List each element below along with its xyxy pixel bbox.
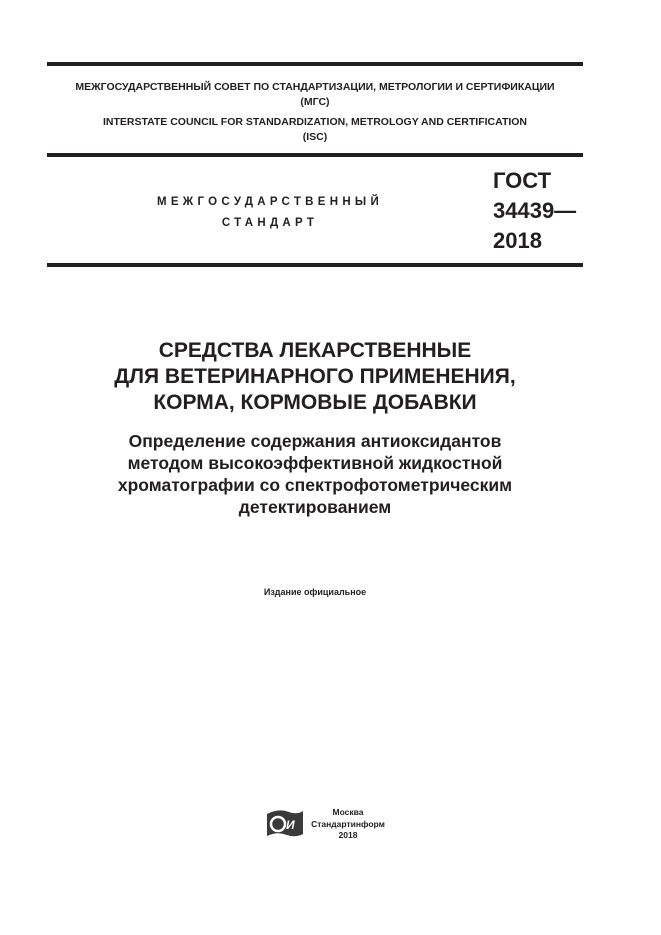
- publisher-block: [308, 807, 388, 842]
- lower-rule: [47, 263, 583, 267]
- council-en-name: INTERSTATE COUNCIL FOR STANDARDIZATION, METROLOGY AND CERTIFICATION: [102, 116, 528, 128]
- standard-type: [100, 192, 440, 234]
- document-title: [47, 338, 583, 416]
- standard-type-line1: МЕЖГОСУДАРСТВЕННЫЙ: [156, 196, 384, 208]
- edition-label: Издание официальное: [263, 587, 367, 597]
- subtitle-line: хроматографии со спектрофотометрическим: [117, 475, 513, 495]
- title-line: КОРМА, КОРМОВЫЕ ДОБАВКИ: [153, 391, 477, 414]
- title-line: ДЛЯ ВЕТЕРИНАРНОГО ПРИМЕНЕНИЯ,: [114, 365, 516, 388]
- publisher-year: 2018: [338, 830, 358, 840]
- title-line: СРЕДСТВА ЛЕКАРСТВЕННЫЕ: [158, 339, 472, 362]
- gost-designation: [493, 166, 576, 256]
- document-subtitle: [47, 430, 583, 518]
- top-rule: [47, 62, 583, 66]
- gost-prefix: ГОСТ: [493, 168, 552, 193]
- subtitle-line: методом высокоэффективной жидкостной: [127, 453, 503, 473]
- council-block: [47, 80, 583, 145]
- council-en-abbr: (ISC): [302, 131, 328, 143]
- subtitle-line: Определение содержания антиоксидантов: [128, 431, 502, 451]
- gost-year: 2018: [493, 228, 542, 253]
- subtitle-line: детектированием: [238, 497, 392, 517]
- standard-type-line2: СТАНДАРТ: [221, 217, 319, 229]
- council-ru-abbr: (МГС): [300, 96, 330, 108]
- gost-number: 34439—: [493, 198, 577, 223]
- council-ru-name: МЕЖГОСУДАРСТВЕННЫЙ СОВЕТ ПО СТАНДАРТИЗАЦИИ, МЕТРОЛОГИИ И СЕРТИФИКАЦИИ: [75, 81, 555, 93]
- publisher-city: Москва: [332, 807, 364, 817]
- publisher-name: Стандартинформ: [311, 818, 385, 829]
- middle-rule: [47, 153, 583, 157]
- svg-text:И: И: [286, 818, 295, 832]
- standartinform-logo-icon: [265, 808, 305, 838]
